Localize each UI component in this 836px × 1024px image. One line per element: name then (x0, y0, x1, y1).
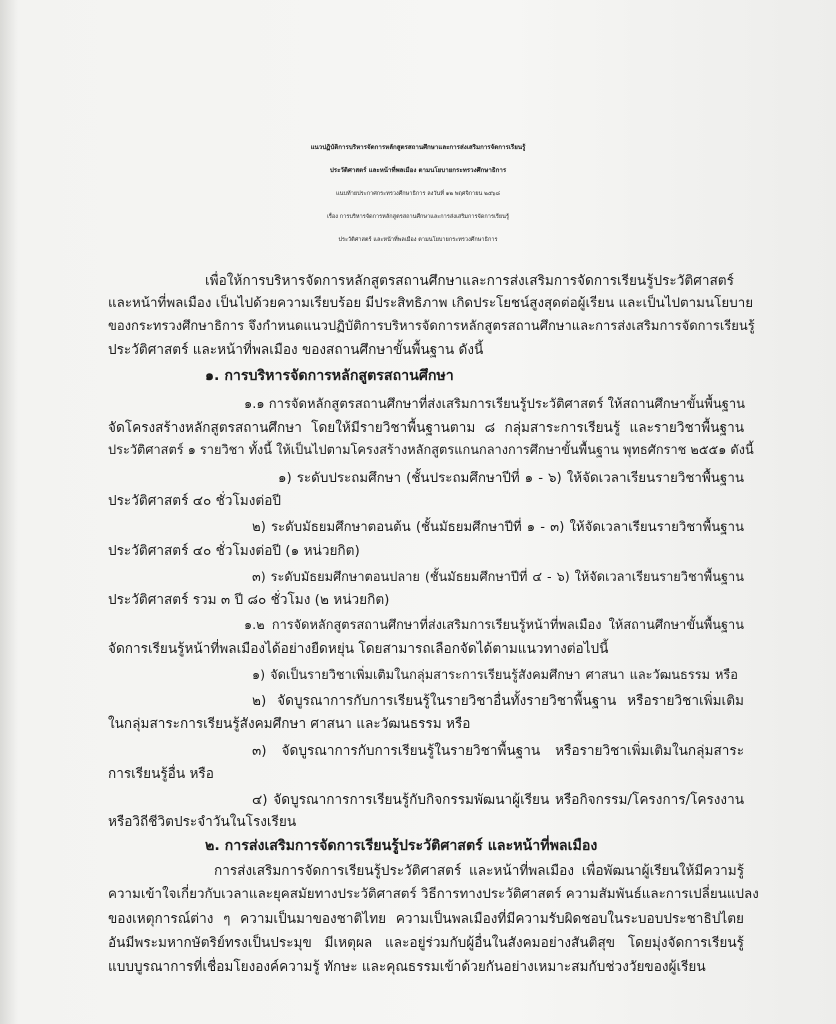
clause-1-1-item-3: ๓) ระดับมัธยมศึกษาตอนปลาย (ชั้นมัธยมศึกษาปีที่ ๔ - ๖) ให้จัดเวลาเรียนรายวิชาพื้นฐาน (252, 570, 744, 585)
clause-1-1-item-2: ๒) ระดับมัธยมศึกษาตอนต้น (ชั้นมัธยมศึกษาปีที่ ๑ - ๓) ให้จัดเวลาเรียนรายวิชาพื้นฐาน (252, 520, 744, 535)
document-title-line-1: แนวปฏิบัติการบริหารจัดการหลักสูตรสถานศึกษาและการส่งเสริมการจัดการเรียนรู้ (310, 144, 526, 151)
clause-1-1-item-1: ๑) ระดับประถมศึกษา (ชั้นประถมศึกษาปีที่ ๑ - ๖) ให้จัดเวลาเรียนรายวิชาพื้นฐาน (278, 471, 744, 486)
clause-1-2-item-2-cont: ในกลุ่มสาระการเรียนรู้สังคมศึกษา ศาสนา และวัฒนธรรม หรือ (108, 716, 471, 732)
section-2-line: การส่งเสริมการจัดการเรียนรู้ประวัติศาสตร์ และหน้าที่พลเมือง เพื่อพัฒนาผู้เรียนให้มีความรู้ (214, 863, 744, 879)
clause-1-2-item-3: ๓) จัดบูรณาการกับการเรียนรู้ในรายวิชาพื้นฐาน หรือรายวิชาเพิ่มเติมในกลุ่มสาระ (252, 743, 744, 759)
subject-line-2: ประวัติศาสตร์ และหน้าที่พลเมือง ตามนโยบายกระทรวงศึกษาธิการ (338, 237, 498, 243)
intro-line: ของกระทรวงศึกษาธิการ จึงกำหนดแนวปฏิบัติการบริหารจัดการหลักสูตรสถานศึกษาและการส่งเสริมการจัดการเรียนรู้ (108, 319, 755, 334)
section-1-heading: ๑. การบริหารจัดการหลักสูตรสถานศึกษา (205, 368, 454, 384)
section-2-heading: ๒. การส่งเสริมการจัดการเรียนรู้ประวัติศาสตร์ และหน้าที่พลเมือง (205, 838, 598, 854)
intro-line: และหน้าที่พลเมือง เป็นไปด้วยความเรียบร้อย มีประสิทธิภาพ เกิดประโยชน์สูงสุดต่อผู้เรียน และเป็นไปตามนโยบาย (108, 296, 754, 311)
annex-line: แนบท้ายประกาศกระทรวงศึกษาธิการ ลงวันที่ ๑๒ พฤศจิกายน ๒๕๖๘ (336, 191, 500, 197)
subject-line-1: เรื่อง การบริหารจัดการหลักสูตรสถานศึกษาและการส่งเสริมการจัดการเรียนรู้ (327, 214, 509, 220)
clause-1-1-item-1-cont: ประวัติศาสตร์ ๔๐ ชั่วโมงต่อปี (108, 493, 281, 509)
clause-1-1-item-2-cont: ประวัติศาสตร์ ๔๐ ชั่วโมงต่อปี (๑ หน่วยกิต) (108, 543, 360, 559)
clause-1-1-item-3-cont: ประวัติศาสตร์ รวม ๓ ปี ๘๐ ชั่วโมง (๒ หน่วยกิต) (108, 592, 390, 608)
intro-line: ประวัติศาสตร์ และหน้าที่พลเมือง ของสถานศึกษาขั้นพื้นฐาน ดังนี้ (108, 342, 484, 358)
clause-1-2-item-4: ๔) จัดบูรณาการการเรียนรู้กับกิจกรรมพัฒนาผู้เรียน หรือกิจกรรม/โครงการ/โครงงาน (252, 792, 744, 808)
clause-1-1-line: ๑.๑ การจัดหลักสูตรสถานศึกษาที่ส่งเสริมการเรียนรู้ประวัติศาสตร์ ให้สถานศึกษาขั้นพื้นฐาน (244, 397, 746, 412)
clause-1-2-item-3-cont: การเรียนรู้อื่น หรือ (108, 766, 214, 782)
document-title-line-2: ประวัติศาสตร์ และหน้าที่พลเมือง ตามนโยบายกระทรวงศึกษาธิการ (329, 167, 507, 174)
clause-1-2-item-2: ๒) จัดบูรณาการกับการเรียนรู้ในรายวิชาอื่นทั้งรายวิชาพื้นฐาน หรือรายวิชาเพิ่มเติม (252, 693, 744, 709)
clause-1-2-item-4-cont: หรือวิถีชีวิตประจำวันในโรงเรียน (108, 814, 297, 830)
section-2-line: แบบบูรณาการที่เชื่อมโยงองค์ความรู้ ทักษะ และคุณธรรมเข้าด้วยกันอย่างเหมาะสมกับช่วงวัยของผู้เรียน (108, 959, 706, 975)
section-2-line: ของเหตุการณ์ต่าง ๆ ความเป็นมาของชาติไทย ความเป็นพลเมืองที่มีความรับผิดชอบในระบอบประชาธิปไตย (108, 911, 744, 927)
section-2-line: ความเข้าใจเกี่ยวกับเวลาและยุคสมัยทางประวัติศาสตร์ วิธีการทางประวัติศาสตร์ ความสัมพันธ์และการเปลี่ยนแปลง (108, 887, 759, 902)
section-2-line: อันมีพระมหากษัตริย์ทรงเป็นประมุข มีเหตุผล และอยู่ร่วมกับผู้อื่นในสังคมอย่างสันติสุข โดยมุ่งจัดการเรียนรู้ (108, 935, 744, 951)
clause-1-1-line: จัดโครงสร้างหลักสูตรสถานศึกษา โดยให้มีรายวิชาพื้นฐานตาม ๘ กลุ่มสาระการเรียนรู้ และรายวิชาพื้นฐาน (108, 420, 744, 436)
intro-line: เพื่อให้การบริหารจัดการหลักสูตรสถานศึกษาและการส่งเสริมการจัดการเรียนรู้ประวัติศาสตร์ (205, 273, 734, 289)
clause-1-2-item-1: ๑) จัดเป็นรายวิชาเพิ่มเติมในกลุ่มสาระการเรียนรู้สังคมศึกษา ศาสนา และวัฒนธรรม หรือ (252, 668, 738, 683)
clause-1-2-line: จัดการเรียนรู้หน้าที่พลเมืองได้อย่างยืดหยุ่น โดยสามารถเลือกจัดได้ตามแนวทางต่อไปนี้ (108, 641, 609, 657)
clause-1-1-line: ประวัติศาสตร์ ๑ รายวิชา ทั้งนี้ ให้เป็นไปตามโครงสร้างหลักสูตรแกนกลางการศึกษาขั้นพื้นฐาน พุทธศักราช ๒๕๕๑ ดังนี้ (108, 443, 754, 458)
clause-1-2-line: ๑.๒ การจัดหลักสูตรสถานศึกษาที่ส่งเสริมการเรียนรู้หน้าที่พลเมือง ให้สถานศึกษาขั้นพื้นฐาน (244, 618, 744, 633)
